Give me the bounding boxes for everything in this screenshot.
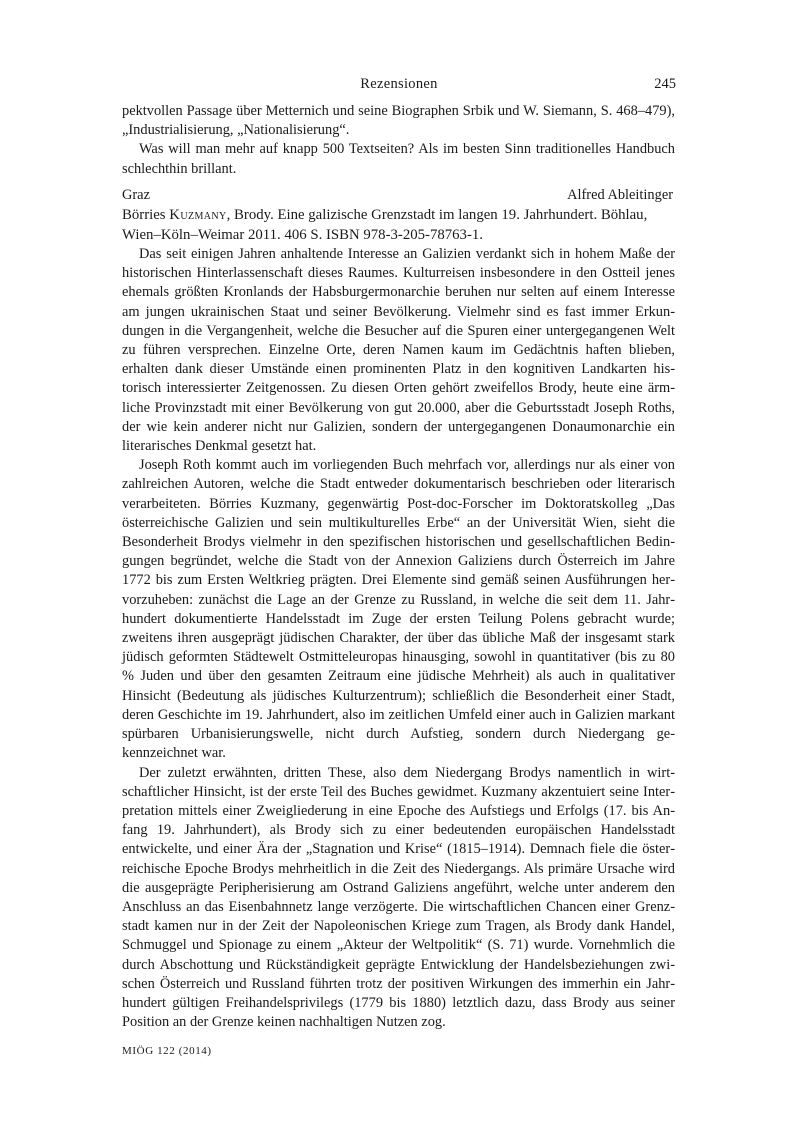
running-head-title: Rezensionen [360,76,438,92]
review-paragraph-1: Das seit einigen Jahren anhaltende Interesse an Galizien verdankt sich in hohem Maße der historischen Hinterlassenschaft dieses Raumes. Kulturreisen insbesondere in den Ostteil jenes ehemals größten Kronlands der Habsburgermonarchie beruhen nur selten auf einem Interesse am jungen ukrainischen Staat und seiner Bevölkerung. Vielmehr sind es fast immer Erkundungen in die Vergangenheit, welche die Besucher auf die Spuren einer untergegangenen Welt zu führen versprechen. Einzelne Orte, deren Namen kaum im Gedächtnis haften blieben, erhalten dank dieser Umstände einen prominenten Platz in den kognitiven Landkarten historisch interessierter Zeitgenossen. Zu diesen Orten gehört zweifellos Brody, heute eine ärmliche Provinzstadt mit einer Bevölkerung von gut 20.000, aber die Geburtsstadt Joseph Roths, der wie kein anderer nicht nur Galizien, sondern der untergegangenen Donaumonarchie ein literarisches Denkmal gesetzt hat. [122,246,675,455]
journal-footer: MIÖG 122 (2014) [122,1045,212,1057]
reviewer-name: Alfred Ableitinger [567,186,673,203]
reviewer-signature [122,186,675,205]
page-number: 245 [654,76,676,92]
reviewer-place: Graz [122,186,150,203]
book-author-surname: Kuzmany [169,207,227,224]
review-paragraph-3: Der zuletzt erwähnten, dritten These, also dem Niedergang Brodys namentlich in wirtschaftlicher Hinsicht, ist der erste Teil des Buches gewidmet. Kuzmany akzentuiert seine Interpretation mittels einer Zweigliederung in eine Epoche des Aufstiegs und Erfolgs (17. bis Anfang 19. Jahrhundert), als Brody sich zu einer bedeutenden europäischen Handelsstadt entwickelte, und einer Ära der „Stagnation und Krise“ (1815–1914). Demnach fiele die österreichische Epoche Brodys mehrheitlich in die Zeit des Niedergangs. Als primäre Ursache wird die ausgeprägte Peripherisierung am Ostrand Galiziens angeführt, welche unter anderem den Anschluss an das Eisenbahnnetz lange verzögerte. Die wirtschaftlichen Chancen einer Grenzstadt kamen nur in der Zeit der Napoleonischen Kriege zum Tragen, als Brody dank Handel, Schmuggel und Spionage zu einem „Akteur der Weltpolitik“ (S. 71) wurde. Vornehmlich die durch Abschottung und Rückständigkeit geprägte Entwicklung der Handelsbeziehungen zwischen Österreich und Russland führten trotz der positiven Wirkungen des immerhin ein Jahrhundert gültigen Freihandelsprivilegs (1779 bis 1880) letztlich dazu, dass Brody aus seiner Position an der Grenze keinen nachhaltigen Nutzen zog. [122,764,675,1031]
book-author-first-name: Börries [122,207,166,224]
running-head [122,76,676,94]
text-body [122,102,675,1032]
review-paragraph-2: Joseph Roth kommt auch im vorliegenden Buch mehrfach vor, allerdings nur als einer von zahlreichen Autoren, welche die Stadt entweder dokumentarisch beschrieben oder literarisch verarbeiteten. Börries Kuzmany, gegenwärtig Post-doc-Forscher im Doktoratskolleg „Das österreichische Galizien und sein multikulturelles Erbe“ an der Universität Wien, sieht die Besonderheit Brodys vielmehr in den spezifischen historischen und gesellschaftlichen Bedingungen begründet, welche die Stadt von der Annexion Galiziens durch Österreich im Jahre 1772 bis zum Ersten Weltkrieg prägten. Drei Elemente sind gemäß seinen Ausführungen hervorzuheben: zunächst die Lage an der Grenze zu Russland, in welche die seit dem 11. Jahrhundert dokumentierte Handelsstadt im Zuge der ersten Teilung Polens gebracht wurde; zweitens ihren ausgeprägt jüdischen Charakter, der über das übliche Maß der insgesamt stark jüdisch geformten Städtewelt Ostmitteleuropas hinausging, sowohl in quantitativer (bis zu 80 % Juden und über den gesamten Zeitraum eine jüdische Mehrheit) als auch in qualitativer Hinsicht (Bedeutung als jüdisches Kulturzentrum); schließlich die Besonderheit einer Stadt, deren Geschichte im 19. Jahrhundert, also im zeitlichen Umfeld einer auch in Galizien markant spürbaren Urbanisierungswelle, nicht durch Aufstieg, sondern durch Niedergang gekennzeichnet war. [122,457,675,762]
previous-review-closing-paragraph: Was will man mehr auf knapp 500 Textseiten? Als im besten Sinn traditionelles Handbuch schlechthin brillant. [122,141,675,177]
book-citation: , Brody. Eine galizische Grenzstadt im langen 19. Jahrhundert. Böhlau, Wien–Köln–Weimar 2011. 406 S. ISBN 978-3-205-78763-1. [122,207,648,244]
previous-review-paragraph: pektvollen Passage über Metternich und seine Biographen Srbik und W. Siemann, S. 468–479), „Industrialisierung, „Nationalisierung“. [122,103,675,139]
bibliographic-entry [122,205,675,245]
